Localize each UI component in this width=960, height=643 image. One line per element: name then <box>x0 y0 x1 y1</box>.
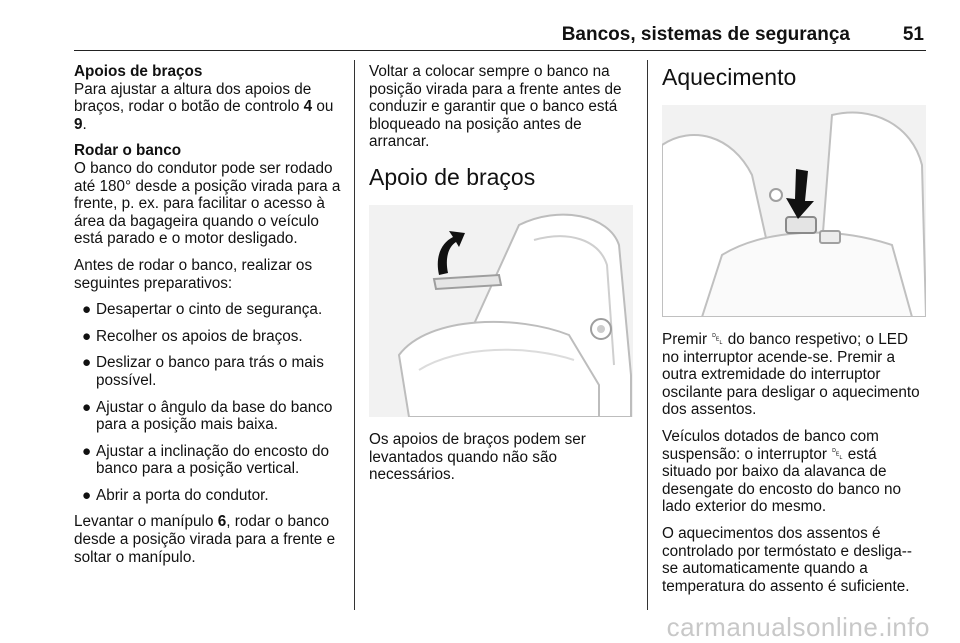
heading-rodar-o-banco: Rodar o banco <box>74 142 182 160</box>
list-item <box>74 354 346 389</box>
list-item-text: Ajustar a inclinação do encosto do banco para a posição vertical. <box>96 442 330 478</box>
list-item <box>74 399 346 434</box>
control-ref: 9 <box>74 115 83 133</box>
list-item-text: Ajustar o ângulo da base do banco para a posição mais baixa. <box>96 398 333 434</box>
text: Para ajustar a altura dos apoios de braços, rodar o botão de controlo <box>74 80 312 116</box>
column-divider <box>354 60 355 610</box>
paragraph-apoios <box>74 81 346 134</box>
list-item-text: Recolher os apoios de braços. <box>96 327 303 345</box>
page-header <box>74 0 926 51</box>
paragraph-antes: Antes de rodar o banco, realizar os seguintes preparativos: <box>74 256 313 292</box>
heading-aquecimento: Aquecimento <box>662 64 797 90</box>
heading-apoio-de-bracos: Apoio de braços <box>369 163 536 190</box>
armrest-illustration <box>369 205 633 417</box>
text: Levantar o manípulo <box>74 513 218 531</box>
bullet: ● <box>82 301 92 319</box>
column-1 <box>74 63 346 575</box>
heading-apoios-de-bracos: Apoios de braços <box>74 63 203 80</box>
bullet: ● <box>82 398 92 416</box>
paragraph-aquecimento-termostato: O aquecimentos dos assentos é controlado por termóstato e desliga--se automaticamente quando a temperatura do assento é suficiente. <box>662 524 912 595</box>
paragraph-levantar <box>74 513 346 566</box>
list-item-text: Abrir a porta do condutor. <box>96 486 269 504</box>
column-divider <box>647 60 648 610</box>
list-item-text: Deslizar o banco para trás o mais possível. <box>96 354 324 389</box>
list-item <box>74 301 346 319</box>
text: , rodar o banco desde a posição virada para a frente e soltar o manípulo. <box>74 513 336 566</box>
text: ou <box>312 98 334 116</box>
preparation-list <box>74 301 346 504</box>
paragraph-premir: Premir ␡ do banco respetivo; o LED no interruptor acende-se. Premir a outra extremidade do interruptor oscilante para desligar o aquecimento dos assentos. <box>662 331 920 419</box>
list-item-text: Desapertar o cinto de segurança. <box>96 301 323 319</box>
control-ref: 4 <box>303 98 313 116</box>
column-3 <box>662 63 926 604</box>
list-item <box>74 487 346 505</box>
watermark: carmanualsonline.info <box>666 612 930 642</box>
control-ref: 6 <box>217 513 227 531</box>
page-number: 51 <box>902 24 924 45</box>
bullet: ● <box>82 327 92 345</box>
bullet: ● <box>82 354 92 372</box>
seat-heating-illustration <box>662 105 926 317</box>
paragraph-voltar: Voltar a colocar sempre o banco na posição virada para a frente antes de conduzir e garantir que o banco está bloqueado na posição antes de arrancar. <box>369 63 622 151</box>
paragraph-veiculos: Veículos dotados de banco com suspensão: o interruptor ␡ está situado por baixo da alavanca de desengate do encosto do banco no lado exterior do mesmo. <box>662 427 901 516</box>
paragraph-rodar: O banco do condutor pode ser rodado até 180° desde a posição virada para a frente, p. ex. para facilitar o acesso à área da bagageira quando o veículo está parado e o motor desligado. <box>74 159 341 248</box>
paragraph-apoio: Os apoios de braços podem ser levantados quando não são necessários. <box>369 430 586 484</box>
bullet: ● <box>82 442 92 460</box>
chapter-title: Bancos, sistemas de segurança <box>561 24 850 45</box>
text: . <box>82 115 87 133</box>
list-item <box>74 443 346 478</box>
list-item <box>74 328 346 346</box>
column-2 <box>369 63 633 493</box>
bullet: ● <box>82 486 92 504</box>
